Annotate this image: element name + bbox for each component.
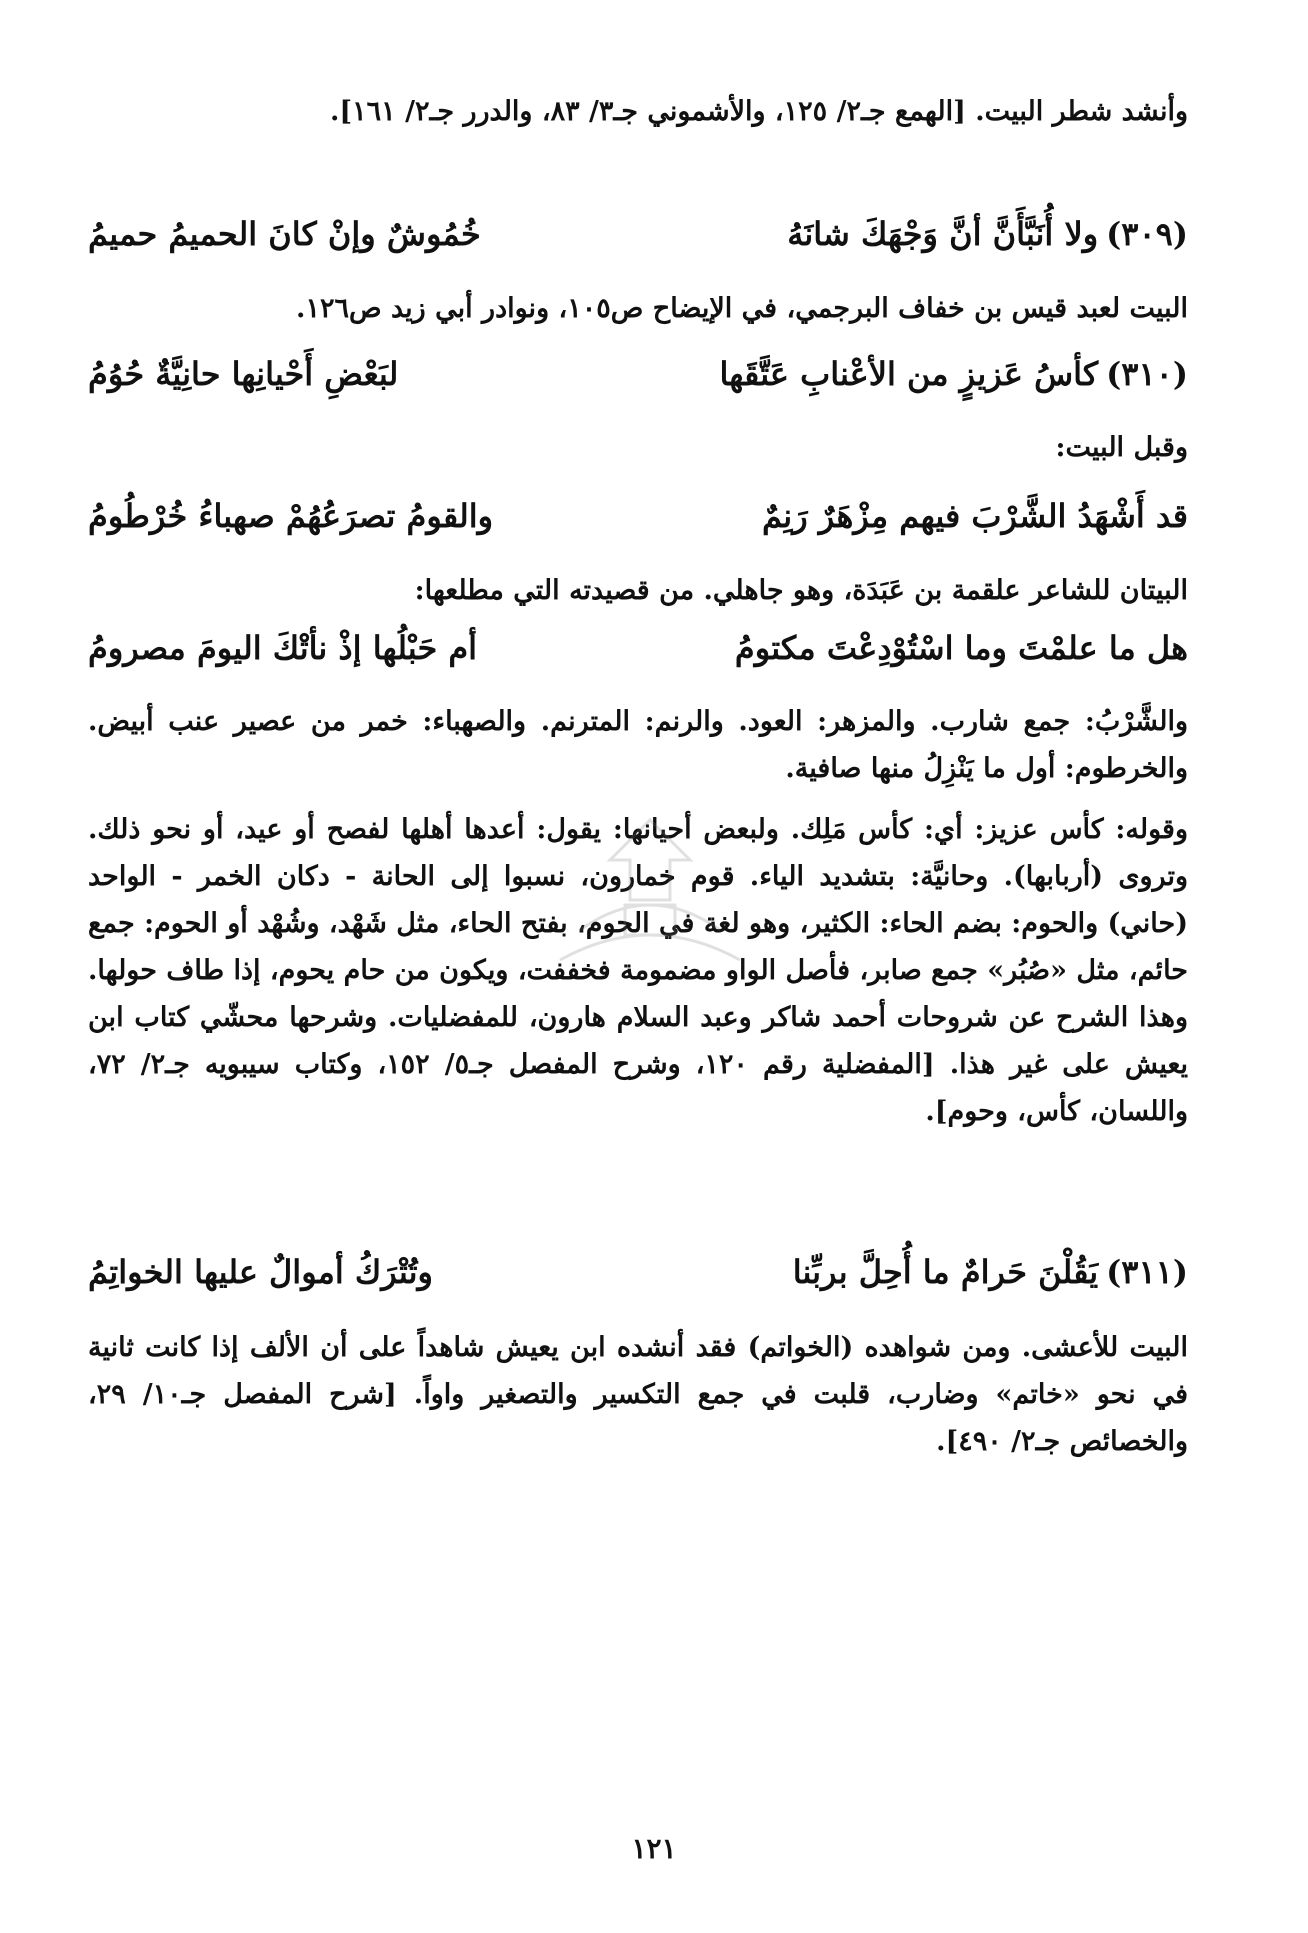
paragraph-glossary: والشَّرْبُ: جمع شارب. والمزهر: العود. والرنم: المترنم. والصهباء: خمر من عصير عنب أبيض. والخرطوم: أول ما يَنْزِلُ منها صافية. — [88, 706, 1188, 784]
verse-311-first-text: يَقُلْنَ حَرامٌ ما أُحِلَّ بربِّنا — [792, 1253, 1099, 1291]
verse-310-number: (٣١٠) — [1106, 355, 1188, 393]
verse-309-first-hemistich — [787, 212, 1188, 256]
verse-310-first-hemistich — [720, 352, 1188, 396]
verse-309 — [88, 212, 1188, 256]
verse-309-second-hemistich: خُمُوشٌ وإنْ كانَ الحميمُ حميمُ — [88, 215, 481, 253]
verse-before-310 — [88, 494, 1188, 538]
paragraph-commentary: وقوله: كأس عزيز: أي: كأس مَلِك. ولبعض أحيانها: يقول: أعدها أهلها لفصح أو عيد، أو نحو ذلك. وتروى (أربابها). وحانيَّة: بتشديد الياء. قوم خمارون، نسبوا إلى الحانة - دكان الخمر - الواحد (حاني) والحوم: بضم الحاء: الكثير، وهو لغة في الحوم، بفتح الحاء، مثل شَهْد، وشُهْد أو الحوم: جمع حائم، مثل «صُبُر» جمع صابر، فأصل الواو مضمومة فخففت، ويكون من حام يحوم، إذا طاف حولها. وهذا الشرح عن شروحات أحمد شاكر وعبد السلام هارون، للمفضليات. وشرحها محشّي كتاب ابن يعيش على غير هذا. [المفضلية رقم ١٢٠، وشرح المفصل جـ٥/ ١٥٢، وكتاب سيبويه جـ٢/ ٧٢، واللسان، كأس، وحوم]. — [88, 814, 1189, 1127]
paragraph-attribution-311: البيت للأعشى. ومن شواهده (الخواتم) فقد أنشده ابن يعيش شاهداً على أن الألف إذا كانت ثانية في نحو «خاتم» وضارب، قلبت في جمع التكسير والتصغير واواً. [شرح المفصل جـ١٠/ ٢٩، والخصائص جـ٢/ ٤٩٠]. — [88, 1332, 1189, 1457]
verse-311-second-hemistich: وتُتْرَكُ أموالٌ عليها الخواتِمُ — [88, 1253, 433, 1291]
verse-310-first-text: كأسُ عَزيزٍ من الأعْنابِ عَتَّقَها — [719, 355, 1099, 393]
verse-311-number: (٣١١) — [1106, 1253, 1188, 1291]
verse-310 — [88, 352, 1188, 396]
library-seal-watermark-icon — [520, 800, 780, 1000]
paragraph-attribution-310: البيتان للشاعر علقمة بن عَبَدَة، وهو جاهلي. من قصيدته التي مطلعها: — [414, 575, 1188, 606]
verse-310-second-hemistich: لبَعْضِ أَحْيانِها حانِيَّةٌ حُوُمُ — [88, 355, 399, 393]
verse-matla-first-hemistich: هل ما علمْتَ وما اسْتُوْدِعْتَ مكتومُ — [734, 629, 1188, 667]
verse-before-second-hemistich: والقومُ تصرَعُهُمْ صهباءُ خُرْطُومُ — [88, 497, 494, 535]
verse-311 — [88, 1250, 1188, 1294]
verse-309-number: (٣٠٩) — [1106, 215, 1188, 253]
page-number: ١٢١ — [631, 1832, 677, 1865]
paragraph-attribution-309: البيت لعبد قيس بن خفاف البرجمي، في الإيضاح ص١٠٥، ونوادر أبي زيد ص١٢٦. — [296, 293, 1188, 324]
verse-matla-second-hemistich: أم حَبْلُها إذْ نأتْكَ اليومَ مصرومُ — [88, 629, 478, 667]
before-verse-label: وقبل البيت: — [1055, 432, 1188, 463]
verse-311-first-hemistich — [793, 1250, 1188, 1294]
paragraph-sources-1: وأنشد شطر البيت. [الهمع جـ٢/ ١٢٥، والأشموني جـ٣/ ٨٣، والدرر جـ٢/ ١٦١]. — [329, 96, 1188, 127]
verse-before-first-hemistich: قد أَشْهَدُ الشَّرْبَ فيهم مِزْهَرٌ رَنِمٌ — [762, 497, 1188, 535]
verse-309-first-text: ولا أُنَبَّأَنَّ أنَّ وَجْهَكَ شانَهُ — [787, 215, 1099, 253]
verse-matla — [88, 626, 1188, 670]
